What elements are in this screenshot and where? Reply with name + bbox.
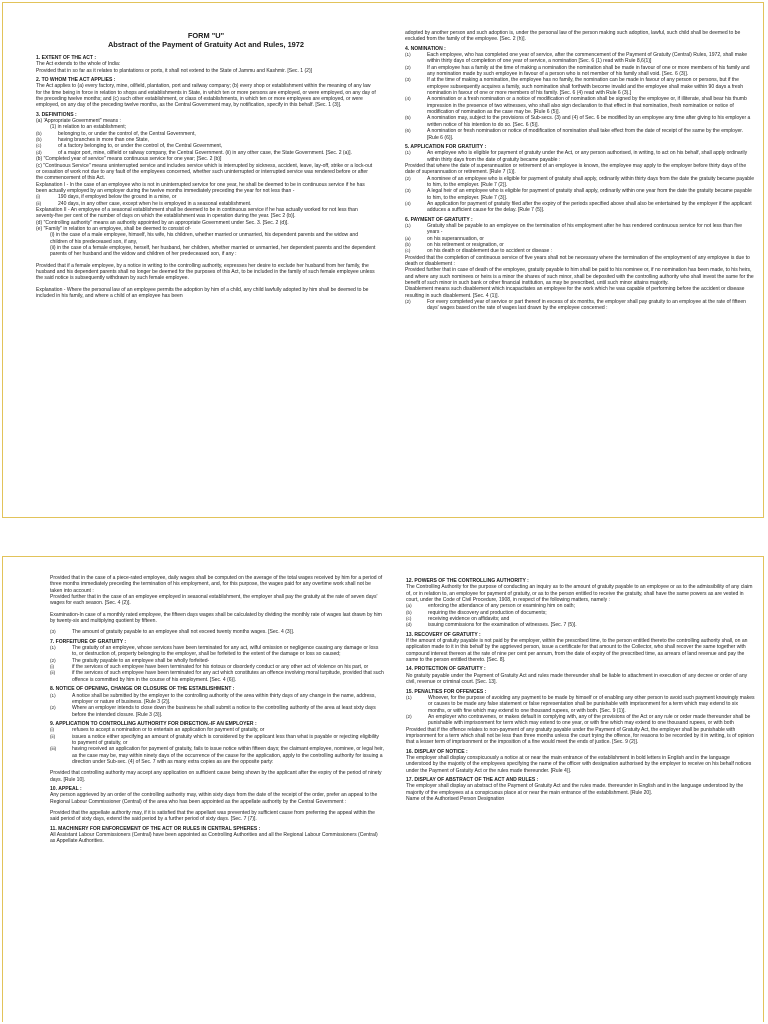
numbered-clause: [50, 670, 384, 683]
section-heading: 4. NOMINATION :: [405, 45, 446, 52]
section-heading: 6. PAYMENT OF GRATUITY :: [405, 216, 473, 223]
clause-text: 240 days, in any other case, except when he is employed in a seasonal establishment.: [58, 200, 252, 207]
paragraph: Provided further that in case of death of the employee, gratuity payable to him shall be paid to his nominee or, if no nomination has been made, to his heirs, and where any such nominees or heirs is a minor the shares of such minor, shall be deposited with the controlling authority who shall invest the same for the benefit of such minor in such bank or other financial institution, as may be prescribed, until such minor attains majority.: [405, 267, 754, 287]
clause-number: (1): [50, 645, 56, 651]
numbered-clause: [405, 176, 755, 189]
section-heading: 11. MACHINERY FOR ENFORCEMENT OF THE ACT OR RULES IN CENTRAL SPHERES :: [50, 825, 261, 832]
numbered-clause: [50, 693, 384, 706]
clause-number: (3): [50, 629, 56, 635]
numbered-clause: [406, 695, 756, 714]
paragraph: Provided that controlling authority may accept any application on sufficient cause being shown by the applicant after the expiry of the period of ninety days. [Rule 10].: [50, 770, 382, 783]
numbered-clause: [405, 150, 755, 163]
section-heading: 16. DISPLAY OF NOTICE :: [406, 748, 468, 755]
paragraph: The employer shall display an abstract of the Payment of Gratuity Act and the rules made. thereunder in English and in the language understood by the majority of the employees at a conspicuous place at or near the main entrance of the establishment. [Rule 20].: [406, 783, 744, 796]
section-heading: 3. DEFINITIONS :: [36, 111, 77, 118]
clause-text: An employee who is eligible for payment of gratuity under the Act, or any person authorised, in writing, to act on his behalf, shall apply ordinarily within thirty days from the date of gratuity became payable :: [427, 150, 748, 163]
paragraph: Provided that the appellate authority may, if it is satisfied that the appellant was prevented by sufficient cause from preferring the appeal within the said period of sixty days, extend the said period by a further period of sixty days. [Sec. 7 (7)].: [50, 810, 375, 823]
section-heading: 2. TO WHOM THE ACT APPLIES :: [36, 77, 116, 84]
paragraph: Explanation I - In the case of an employee who is not in uninterrupted service for one year, he shall be deemed to be in continuous service if he has been actually employed by an employer during the twelve months immediately preceding the year for not less than -: [36, 181, 365, 194]
clause-text: if the services of such employee have been terminated for any act which constitutes an offence involving moral turpitude, provided that such offence is committed by him in the course of his employment. [Sec. 4 (6)].: [72, 670, 384, 683]
clause-text: of a major port, mine, oilfield or railway company, the Central Government. (ii) in any other case, the State Government. [Sec. 2 (a)].: [58, 149, 352, 156]
clause-text: A notice shall be submitted by the employer to the controlling authority of the area within thirty days of any change in the name, address, employer or nature of business. [Rule 3 (2)].: [72, 692, 376, 705]
paragraph: (e) "Family" in relation to an employee, shall be deemed to consist of-: [36, 225, 192, 232]
clause-text: issues a notice either specifying an amount of gratuity which is considered by the applicant less than what is payable or rejecting eligibility to payment of gratuity, or: [72, 733, 379, 746]
numbered-clause: [405, 299, 755, 312]
clause-text: A nomination or fresh nomination or notice of modification of nomination shall take effect from the date of receipt of the same by the employer. [Rule 6 (6)].: [427, 128, 744, 141]
clause-number: (ii): [36, 200, 42, 206]
paragraph: Provided further that in the case of an employee employed in seasonal establishment, the employer shall pay the gratuity at the rate of seven days' wages for each season. [Sec. 4 (2)].: [50, 594, 378, 607]
paragraph: Provided that if the offence relates to non-payment of any gratuity payable under the Payment of Gratuity Act, the employer shall be punishable with imprisonment for a term which shall not be less than three months unless the court trying the offence, for reasons to be recorded by it in writing, is of opinion that a lesser term of imprisonment or the imposition of a fine would meet the ends of justice. [Sec. 9 (2)].: [406, 726, 755, 746]
clause-text: Each employee, who has completed one year of service, after the commencement of the Payment of Gratuity (Central) Rules, 1972, shall make within thirty days of completion of one year of service, a nomination [Sec. 6 (1) read with Rule 8,6(1)]: [427, 52, 748, 65]
clause-number: (2): [50, 705, 56, 711]
paragraph: (c) "Continuous Service" means uninterrupted service and includes service which is interrupted by sickness, accident, leave, lay-off, strike or a lock-out or cessation of work not due to any fault of the employees concerned, whether such uninterrupted or interrupted service was rendered before or after the commencement of this Act.: [36, 162, 373, 182]
clause-number: (4): [405, 96, 411, 102]
clause-text: receiving evidence on affidavits; and: [428, 616, 510, 623]
clause-number: (c): [406, 616, 412, 622]
clause-number: (1): [50, 692, 56, 698]
section-heading: 9. APPLICATION TO CONTROLLING AUTHORITY FOR DIRECTION.-IF AN EMPLOYER :: [50, 720, 257, 727]
clause-number: (2): [50, 657, 56, 663]
clause-text: on his death or disablement due to accident or disease :: [427, 248, 553, 255]
clause-number: (b): [36, 130, 42, 136]
clause-text: Where an employer intends to close down the business he shall submit a notice to the controlling authority of the area at least sixty days before the intended closure. [Rule 3 (3)].: [72, 705, 376, 718]
section-heading: 8. NOTICE OF OPENING, CHANGE OR CLOSURE OF THE ESTABLISHMENT :: [50, 686, 235, 693]
paragraph: Provided that in the case of a piece-rated employee, daily wages shall be computed on the average of the total wages received by him for a period of three months immediately preceding the termination of his employment, and, for this purpose, the wages paid for any overtime work shall not be taken into account :: [50, 575, 383, 594]
paragraph: If the amount of gratuity payable is not paid by the employer, within the prescribed time, to the person entitled thereto the controlling authority shall, on an application made to it in this behalf by the aggrieved person, issue a certificate for that amount to the Collector, who shall recover the same together with compound interest thereon at the rate of nine per cent per annum, from the date of expiry of the prescribed time, as arrears of land revenue and pay the same to the person entitled thereto. [Sec. 8].: [406, 638, 748, 664]
section-heading: 14. PROTECTION OF GRATUITY :: [406, 666, 486, 673]
paragraph: Explanation - Where the personal law of an employee permits the adoption by him of a child, any child lawfully adopted by him shall be deemed to be included in his family, and where a child of an employee has been: [36, 286, 369, 300]
paragraph: (b) "Completed year of service" means continuous service for one year; [Sec. 2 (b)]: [36, 156, 222, 163]
paragraph: Examination-In case of a monthly rated employee, the fifteen days wages shall be calculated by dividing the monthly rate of wages last drawn by him by twenty-six and multiplying quotient by fifteen.: [50, 611, 382, 625]
clause-number: (d): [36, 149, 42, 155]
numbered-clause: [50, 645, 384, 658]
clause-number: (2): [405, 64, 411, 70]
section-heading: 13. RECOVERY OF GRATUITY :: [406, 631, 481, 638]
section-heading: 10. APPEAL :: [50, 785, 82, 792]
paragraph: All Assistant Labour Commissioners (Central) have been appointed as Controlling Authorities and all the Regional Labour Commissioners (Central) as Appellate Authorities.: [50, 832, 378, 845]
clause-text: A nomination or a fresh nomination or a notice of modification of nomination shall be signed by the employee or, if illiterate, shall bear his thumb impression in the presence of two witnesses, who shall also sign declaration to that effect in that nomination, fresh nomination or notice of modification of nomination as the case may be. [Rule 6 (5)].: [427, 96, 747, 116]
clause-text: having branches in more than one State,: [58, 137, 149, 144]
page-gap: [0, 519, 768, 555]
paragraph: (d) "Controlling authority" means an authority appointed by an appropriate Government under Sec. 3. [Sec. 2 (d)].: [36, 219, 289, 226]
numbered-clause: [406, 714, 756, 727]
section-heading: 12. POWERS OF THE CONTROLLING AUTHORITY :: [406, 578, 529, 584]
clause-text: The amount of gratuity payable to an employee shall not exceed twenty months wages. [Sec. 4 (3)].: [72, 629, 295, 636]
clause-number: (b): [405, 242, 411, 247]
paragraph: The Act applies to (a) every factory, mine, oilfield, plantation, port and railway company; (b) every shop or establishment within the meaning of any law for the time being in force in relation to shops and establishments in State, in which ten or more persons are employed, or were employed, on any day of the preceding twelve months; and (c) such other establishment, or class of establishments, in which ten or more employees are employed, or were employed, on any day of the preceding twelve months, as the Central Government may, by notification, specify in this behalf. [Sec. 1 (3)].: [36, 83, 376, 109]
clause-text: Whoever, for the purpose of avoiding any payment to be made by himself or of enabling any other person to avoid such payment knowingly makes or causes to be made any false statement or false representation shall be punishable with imprisonment for a term which may extend to six months, or with fine which may extend to one thousand rupees, or with both. [Sec. 9 (1)].: [428, 694, 755, 714]
numbered-clause: [405, 65, 755, 78]
numbered-clause: [405, 52, 755, 65]
page2-right-column: [406, 557, 756, 1022]
numbered-clause: [405, 96, 755, 115]
numbered-clause: [50, 734, 384, 747]
numbered-clause: [50, 629, 384, 635]
paragraph: Any person aggrieved by an order of the controlling authority may, within sixty days from the date of the receipt of the order, prefer an appeal to the Regional Labour Commissioner (Central) of the area who has been appointed as the appellate authority by the Central Government :: [50, 792, 378, 805]
clause-number: (ii): [50, 733, 56, 739]
clause-number: (1): [406, 694, 412, 700]
paragraph: Name of the Authorised Person Designation: [406, 796, 505, 802]
clause-number: (iii): [50, 746, 57, 752]
paragraph: Provided that where the date of superannuation or retirement of an employee is known, the employee may apply to the employer before thirty days of the date of superannuation or retirement. [Rule 7 (1)].: [405, 162, 747, 176]
clause-number: (1): [405, 222, 411, 228]
clause-text: A nomination may, subject to the provisions of Sub-secs. (3) and (4) of Sec. 6 be modified by an employee any time after giving to his employer a written notice of his intention to do so. [Sec. 6 (5)].: [427, 115, 751, 128]
page1-left-column: [36, 3, 376, 517]
clause-text: If an employee has a family at the time of making a nomination the nomination shall be made in favour of one or more members of his family and any nomination made by such employee in favour of a person who is not member of his family shall void. [Sec. 6 (3)].: [427, 64, 750, 78]
indented-paragraph: (1) in relation to an establishment;: [50, 124, 127, 131]
clause-text: A legal heir of an employee who is eligible for payment of gratuity shall apply, ordinarily within one year from the date the gratuity became payable to him, to the employer. [Rule 7 (3)].: [427, 188, 752, 201]
clause-number: (2): [405, 175, 411, 181]
clause-text: The gratuity of an employee, whose services have been terminated for any act, wilful omission or negligence causing any damage or loss to, or destruction of, property belonging to the employer, shall be forfeited to the extent of the damage or loss so caused;: [72, 645, 379, 658]
clause-text: having received an application for payment of gratuity, fails to issue notice within fifteen days; the claimant employee, nominee, or legal heir, as the case may be, may within ninety days of the occurrence of the cause for the application, apply to the controlling authority for issuing a direction under Sub-sec. (4) of Sec. 7 with as many extra copies as are the opposite party:: [72, 746, 384, 765]
form-title: FORM "U": [187, 31, 225, 40]
clause-number: (4): [405, 200, 411, 206]
page2-left-column: [50, 557, 384, 1022]
clause-number: (2): [405, 299, 411, 305]
paragraph: The Act extends to the whole of India:: [36, 61, 121, 68]
form-page-2: [2, 556, 764, 1022]
clause-number: (d): [406, 622, 412, 628]
clause-text: An application for payment of gratuity filed after the expiry of the periods specified above shall also be entertained by the employer if the applicant adduces a sufficient cause for the delay. [Rule 7 (5)].: [427, 200, 752, 214]
clause-number: (a): [406, 603, 412, 609]
paragraph: Explanation II - An employee of a seasonal establishment shall be deemed to be in continuous service if he has actually worked for not less than seventy-five per cent of the number of days on which the establishment was in operation during the year. [Sec 2 (b)].: [36, 206, 358, 220]
clause-text: belonging to, or under the control of, the Central Government,: [58, 130, 196, 137]
section-heading: 15. PENALTIES FOR OFFENCES :: [406, 688, 487, 695]
clause-number: (3): [405, 77, 411, 83]
clause-text: If at the time of making a nomination, the employee has no family, the nomination can be made in favour of any person or persons, but if the employee subsequently acquires a family, such nomination shall forthwith become invalid and the employee shall make within 90 days a fresh nomination in favour of one or more members of his family. [Sec. 6 (4) read with Rule 6 (3).]: [427, 77, 744, 97]
clause-text: on his superannuation, or: [427, 235, 484, 242]
section-heading: 1. EXTENT OF THE ACT :: [36, 55, 97, 61]
clause-number: (3): [405, 188, 411, 194]
paragraph: Provided that if a female employee, by a notice in writing to the controlling authority, expresses her desire to exclude her husband from her family, the husband and his dependent parents shall no longer be deemed for the purposes of this Act, to be included in the family of such female employee unless the said notice is subsequently withdrawn by such female employee.: [36, 262, 375, 282]
clause-number: (i): [50, 727, 55, 733]
clause-number: (c): [405, 248, 411, 254]
clause-number: (a): [405, 235, 411, 241]
clause-number: (5): [405, 115, 411, 121]
clause-text: if the services of such employee have been terminated for his riotous or disorderly conduct or any other act of violence on his part, or: [72, 664, 369, 671]
numbered-clause: [405, 201, 755, 214]
paragraph: The employer shall display conspicuously a notice at or near the main entrance of the establishment in bold letters in English and in the language understood by the majority of the employees specifying the name of the officer with designation authorised by the employer to receive on his behalf notices under the Payment of Gratuity Act or the rules made thereunder. [Rule 4)].: [406, 754, 752, 774]
paragraph: Provided that in so far as it relates to plantations or ports, it shall not extend to the State of Jammu and Kashmir. [Sec. 1 (2)]: [36, 67, 313, 74]
clause-number: (ii): [50, 670, 56, 676]
clause-text: An employer who contravenes, or makes default in complying with, any of the provisions of the Act or any rule or order made thereunder shall be punishable with imprisonment for term which may extend to one year, or with fine which may extend to one thousand rupees, or with both: [428, 713, 751, 727]
form-page-1: [2, 2, 764, 518]
paragraph: No gratuity payable under the Payment of Gratuity Act and rules made thereunder shall be liable to attachment in execution of any decree or order of any civil, revenue or criminal court. [Sec. 13].: [406, 672, 748, 686]
paragraph: adopted by another person and such adoption is, under the personal law of the person making such adoption, lawful, such child shall be deemed to be excluded from the family of the employee. [Sec. 2 (h)].: [405, 30, 741, 43]
clause-text: of a factory belonging to, or under the control of, the Central Government,: [58, 143, 223, 150]
clause-text: on his retirement or resignation, or: [427, 242, 504, 248]
numbered-clause: [405, 115, 755, 128]
clause-number: (i): [50, 664, 55, 670]
paragraph: The Controlling Authority for the purpose of conducting an inquiry as to the amount of gratuity payable to an employee or as to the admissibility of any claim of, or in relation to, an employee for payment of gratuity, or as to the person entitled to receive the gratuity, shall have the same powers as are vested in court, under the Code of Civil Procedure, 1908, in respect of the following matters, namely :: [406, 584, 753, 604]
clause-text: For every completed year of service or part thereof in excess of six months, the employer shall pay gratuity to an employee at the rate of fifteen days' wages based on the rate of wages last drawn by the employee concerned :: [427, 299, 746, 312]
clause-text: 190 days, if employed below the ground in a mine, or: [58, 194, 177, 201]
clause-text: A nominee of an employee who is eligible for payment of gratuity shall apply, ordinarily within thirty days from the date the gratuity became payable to him, to the employer. [Rule 7 (2)].: [427, 175, 755, 188]
numbered-clause: [405, 223, 755, 236]
clause-number: (2): [406, 713, 412, 719]
clause-number: (1): [405, 150, 411, 156]
clause-text: The gratuity payable to an employee shall be wholly forfeited-: [72, 657, 210, 664]
numbered-clause: [50, 705, 384, 718]
numbered-clause: [405, 128, 755, 141]
section-heading: 7. FORFEITURE OF GRATUITY :: [50, 638, 127, 645]
indented-paragraph: (i) in the case of a male employee, himself, his wife, his children, whether married or unmarried, his dependent parents and the widow and children of his predeceased son, if any,: [50, 232, 359, 245]
clause-text: enforcing the attendance of any person or examining him on oath;: [428, 603, 576, 610]
clause-number: (1): [405, 52, 411, 58]
numbered-clause: [405, 77, 755, 96]
numbered-clause: [405, 188, 755, 201]
section-heading: 17. DISPLAY OF ABSTRACT OF THE ACT AND RULES :: [406, 776, 539, 783]
indented-paragraph: (ii) in the case of a female employee, herself, her husband, her children, whether married or unmarried, her dependent parents and the dependent parents of her husband and the widow and children of her predeceased son, if any :: [50, 244, 376, 258]
numbered-clause: [405, 248, 755, 254]
clause-text: refuses to accept a nomination or to entertain an application for payment of gratuity, or: [72, 727, 265, 734]
clause-text: Gratuity shall be payable to an employee on the termination of his employment after he has rendered continuous service for not less than five years -: [427, 222, 743, 236]
paragraph: Disablement means such disablement which incapacitates an employee for the work which he was capable of performing before the accident or disease resulting in such disablement. [Sec. 4 (1)].: [405, 286, 745, 299]
form-subtitle: Abstract of the Payment of Gratuity Act and Rules, 1972: [107, 40, 305, 49]
section-heading: 5. APPLICATION FOR GRATUITY :: [405, 143, 487, 150]
numbered-clause: [406, 622, 756, 628]
numbered-clause: [36, 201, 376, 207]
clause-text: issuing commissions for the examination of witnesses. [Sec. 7 (5)].: [428, 622, 577, 629]
clause-number: (c): [36, 143, 42, 149]
clause-text: requiring the discovery and production of documents;: [428, 609, 547, 616]
clause-number: (6): [405, 128, 411, 134]
numbered-clause: [50, 746, 384, 765]
paragraph: Provided that the completion of continuous service of five years shall not be necessary where the termination of the employment of any employee is due to death or disablement :: [405, 254, 750, 268]
clause-number: (b): [36, 137, 42, 143]
page1-right-column: [405, 3, 755, 517]
clause-number: (b): [406, 609, 412, 615]
clause-number: (i): [36, 194, 41, 200]
paragraph: (a) 'Appropriate Government" means :: [36, 118, 121, 125]
